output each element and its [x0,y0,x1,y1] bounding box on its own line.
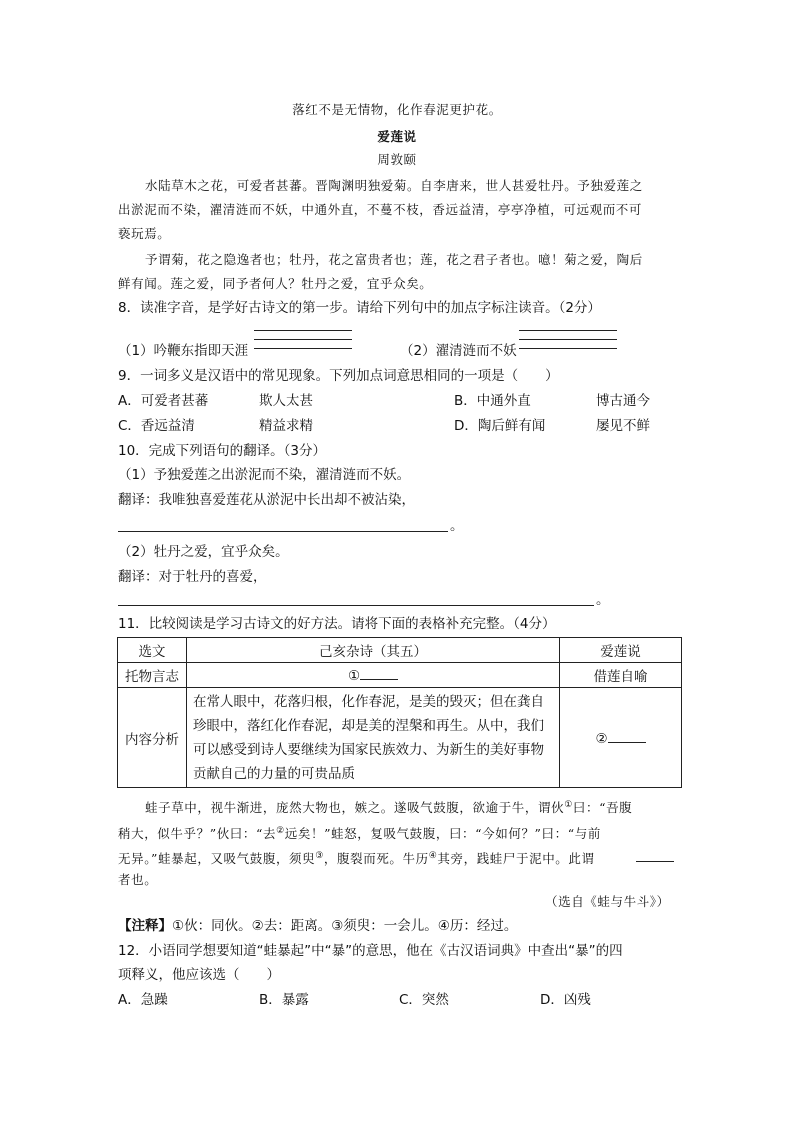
footnote-marker: ② [276,826,285,836]
passage-line: 鲜有闻。莲之爱，同予者何人？牡丹之爱，宜乎众矣。 [118,276,433,291]
frog-passage-line [118,821,601,844]
passage-line: 亵玩焉。 [118,226,171,241]
question-8-item-2: （2）濯清涟而不妖 [400,343,517,359]
passage-author: 周敦颐 [377,152,417,167]
notes-label: 【注释】 [118,918,172,934]
table-row-label-2: 内容分析 [118,688,187,788]
option-d-label[interactable]: D．陶后鲜有闻 [454,418,546,434]
option-a-label[interactable]: A．可爱者甚蕃 [118,393,209,409]
answer-blank-1[interactable] [118,531,448,532]
question-10-translation-1: 翻译：我唯独喜爱莲花从淤泥中长出却不被沾染， [118,492,415,508]
fill-blank-2[interactable] [608,729,646,743]
passage-line: 出淤泥而不染，濯清涟而不妖，中通外直，不蔓不枝，香远益清，亭亭净植，可远观而不可 [118,202,643,217]
question-12-stem: 项释义，他应该选（ ） [118,967,280,983]
question-12-stem: 12．小语同学想要知道“蛙暴起”中“暴”的意思，他在《古汉语词典》中查出“暴”的四 [118,943,623,959]
analysis-line: 可以感受到诗人要继续为国家民族效力、为新生的美好事物 [193,741,544,758]
fill-blank-1[interactable] [360,666,398,680]
frog-passage-line [145,795,632,818]
question-10-sentence-2: （2）牡丹之爱，宜乎众矣。 [118,544,289,560]
blank-marker-1: ① [347,668,361,684]
question-8-stem: 8．读准字音，是学好古诗文的第一步。请给下列句中的加点字标注读音。（2分） [118,300,601,316]
table-cell-blank-2[interactable] [560,688,682,788]
pinyin-blank-2[interactable] [519,322,617,349]
pinyin-blank-1[interactable] [254,322,352,349]
question-10-translation-2: 翻译：对于牡丹的喜爱， [118,569,267,585]
period-1: 。 [450,518,464,534]
analysis-line: 珍眼中，落红化作春泥，却是美的涅槃和再生。从中，我们 [193,717,544,734]
question-8-item-1: （1）吟鞭东指即天涯 [118,343,249,359]
frog-text: 曰：“吾腹 [572,800,633,816]
q12-option-c[interactable]: C．突然 [399,992,449,1008]
frog-text: 蛙子草中，视牛渐进，庞然大物也，嫉之。遂吸气鼓腹，欲逾于牛，谓伙 [145,800,565,816]
footnote-marker: ① [564,800,573,810]
passage-line: 予谓菊，花之隐逸者也；牡丹，花之富贵者也；莲，花之君子者也。噫！菊之爱，陶后 [145,252,643,267]
question-10-stem: 10．完成下列语句的翻译。（3分） [118,443,327,459]
frog-answer-blank[interactable] [636,861,674,862]
option-b-pair: 博古通今 [596,393,650,409]
table-row-label-1: 托物言志 [118,663,187,688]
footnote-marker: ④ [428,851,438,861]
notes-text: ①伙：同伙。②去：距离。③须臾：一会儿。④历：经过。 [172,918,518,934]
comparison-table [117,637,682,788]
q12-option-b[interactable]: B．暴露 [259,992,309,1008]
option-a-pair: 欺人太甚 [259,393,313,409]
option-c-pair: 精益求精 [259,418,313,434]
table-cell-blank-1[interactable] [187,663,560,688]
question-10-sentence-1: （1）予独爱莲之出淤泥而不染，濯清涟而不妖。 [118,467,411,483]
frog-passage-line [118,846,595,869]
frog-text: 无异。”蛙暴起，又吸气鼓腹，须臾 [118,851,316,867]
footnote-marker: ③ [315,851,324,861]
answer-blank-2[interactable] [118,605,594,606]
option-b-label[interactable]: B．中通外直 [454,393,531,409]
passage-title: 爱莲说 [377,129,417,144]
frog-passage-line: 者也。 [118,872,158,887]
table-header-selection: 选文 [118,638,187,663]
passage-line: 水陆草木之花，可爱者甚蕃。晋陶渊明独爱菊。自李唐来，世人甚爱牡丹。予独爱莲之 [145,178,643,193]
table-header-ailian: 爱莲说 [560,638,682,663]
table-cell-analysis [187,688,560,788]
analysis-line: 贡献自己的力量的可贵品质 [193,765,355,782]
frog-text: ，腹裂而死。牛历 [323,851,429,867]
blank-marker-2: ② [595,730,608,747]
question-9-stem: 9．一词多义是汉语中的常见现象。下列加点词意思相同的一项是（ ） [118,368,559,384]
frog-source: （选自《蛙与牛斗》） [545,894,670,909]
frog-text: 其旁，践蛙尸于泥中。此谓 [437,851,595,867]
q12-option-d[interactable]: D．凶残 [540,992,591,1008]
option-c-label[interactable]: C．香远益清 [118,418,195,434]
poem-line: 落红不是无情物，化作春泥更护花。 [292,102,502,117]
period-2: 。 [596,592,610,608]
frog-text: 稍大，似牛乎？”伙曰：“去 [118,826,277,842]
q12-option-a[interactable]: A．急躁 [118,992,168,1008]
analysis-line: 在常人眼中，花落归根，化作春泥，是美的毁灭；但在龚自 [193,693,544,710]
frog-text: 远矣！”蛙怒，复吸气鼓腹，曰：“今如何？”曰：“与前 [284,826,601,842]
notes [118,916,517,936]
question-11-stem: 11．比较阅读是学习古诗文的好方法。请将下面的表格补充完整。（4分） [118,616,556,632]
table-header-poem: 己亥杂诗（其五） [187,638,560,663]
option-d-pair: 屡见不鲜 [596,418,650,434]
table-cell-ailian-1: 借莲自喻 [560,663,682,688]
